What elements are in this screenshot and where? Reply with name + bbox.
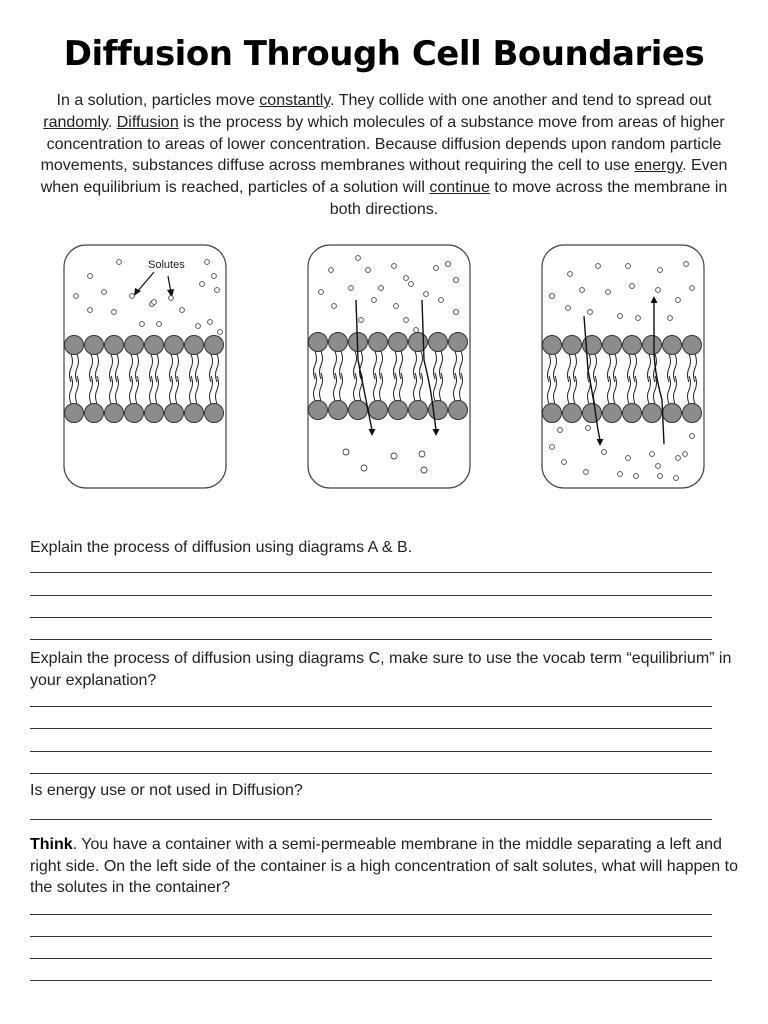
solute-particle bbox=[329, 268, 334, 273]
question-3: Is energy use or not used in Diffusion? bbox=[30, 782, 303, 799]
solute-particle bbox=[568, 272, 573, 277]
intro-text: is the process by which molecules of a substance move from areas of higher concentration to areas of lower concentration. Because diffusion depends upon random particle movements, substances diffuse across membranes without requiring the cell to use bbox=[40, 113, 725, 175]
container-outline bbox=[542, 245, 704, 488]
solute-particle bbox=[359, 318, 364, 323]
solute-particle bbox=[566, 306, 571, 311]
solute-particle bbox=[88, 274, 93, 279]
intro-text: . Even when equilibrium is reached, particles of a solution will bbox=[40, 157, 728, 197]
vocab-word: Diffusion bbox=[116, 113, 179, 131]
solutes-label: Solutes bbox=[148, 259, 185, 271]
solute-particle bbox=[626, 456, 631, 461]
solute-particle bbox=[88, 308, 93, 313]
intro-text: In a solution, particles move bbox=[56, 92, 260, 109]
solute-particle bbox=[414, 328, 419, 333]
page-title: Diffusion Through Cell Boundaries bbox=[63, 34, 705, 74]
phospholipid-head bbox=[563, 404, 582, 423]
solute-particle bbox=[606, 290, 611, 295]
solute-particle bbox=[684, 262, 689, 267]
solute-particle bbox=[626, 264, 631, 269]
answer-line[interactable] bbox=[30, 706, 712, 707]
solute-particle bbox=[550, 294, 555, 299]
intro-text: . They collide with one another and tend to spread out bbox=[330, 92, 712, 109]
phospholipid-head bbox=[543, 404, 562, 423]
phospholipid-head bbox=[205, 404, 224, 423]
phospholipid-head bbox=[309, 333, 328, 352]
solute-particle bbox=[180, 308, 185, 313]
solute-particle bbox=[618, 314, 623, 319]
diagram-row bbox=[0, 240, 768, 500]
solute-particle bbox=[656, 464, 661, 469]
solute-particle bbox=[140, 322, 145, 327]
phospholipid-head bbox=[349, 401, 368, 420]
phospholipid-head bbox=[185, 336, 204, 355]
phospholipid-head bbox=[85, 404, 104, 423]
intro-paragraph bbox=[30, 90, 738, 221]
solute-particle bbox=[550, 445, 555, 450]
solute-particle bbox=[446, 262, 451, 267]
solute-particle bbox=[409, 282, 414, 287]
solute-particle bbox=[169, 296, 174, 301]
phospholipid-head bbox=[663, 336, 682, 355]
phospholipid-head bbox=[309, 401, 328, 420]
solute-particle bbox=[658, 268, 663, 273]
solute-particle bbox=[421, 467, 427, 473]
solute-particle bbox=[404, 276, 409, 281]
answer-line[interactable] bbox=[30, 773, 712, 774]
solute-particle bbox=[558, 428, 563, 433]
phospholipid-head bbox=[409, 333, 428, 352]
solute-particle bbox=[562, 460, 567, 465]
solute-particle bbox=[319, 290, 324, 295]
answer-line[interactable] bbox=[30, 914, 712, 915]
phospholipid-head bbox=[409, 401, 428, 420]
phospholipid-head bbox=[65, 336, 84, 355]
solute-particle bbox=[379, 286, 384, 291]
think-label: Think bbox=[30, 836, 73, 853]
solute-particle bbox=[419, 451, 425, 457]
vocab-word: energy bbox=[634, 157, 683, 175]
answer-line[interactable] bbox=[30, 819, 712, 820]
phospholipid-head bbox=[125, 404, 144, 423]
solute-particle bbox=[434, 266, 439, 271]
solute-particle bbox=[349, 286, 354, 291]
solute-particle bbox=[372, 298, 377, 303]
solute-particle bbox=[117, 260, 122, 265]
solute-particle bbox=[392, 264, 397, 269]
solute-particle bbox=[656, 288, 661, 293]
phospholipid-head bbox=[65, 404, 84, 423]
answer-line[interactable] bbox=[30, 980, 712, 981]
answer-line[interactable] bbox=[30, 639, 712, 640]
solute-particle bbox=[205, 260, 210, 265]
phospholipid-head bbox=[683, 336, 702, 355]
answer-line[interactable] bbox=[30, 936, 712, 937]
phospholipid-head bbox=[643, 336, 662, 355]
solute-particle bbox=[196, 324, 201, 329]
solute-particle bbox=[208, 320, 213, 325]
question-4 bbox=[30, 834, 740, 899]
phospholipid-head bbox=[145, 336, 164, 355]
solute-particle bbox=[366, 268, 371, 273]
solute-particle bbox=[391, 453, 397, 459]
solute-particle bbox=[200, 282, 205, 287]
vocab-word: constantly bbox=[259, 92, 331, 109]
solute-particle bbox=[102, 290, 107, 295]
solute-particle bbox=[332, 304, 337, 309]
solute-particle bbox=[157, 322, 162, 327]
phospholipid-head bbox=[329, 401, 348, 420]
phospholipid-head bbox=[623, 336, 642, 355]
answer-line[interactable] bbox=[30, 958, 712, 959]
solute-particle bbox=[658, 474, 663, 479]
solute-particle bbox=[424, 292, 429, 297]
solute-particle bbox=[602, 450, 607, 455]
answer-line[interactable] bbox=[30, 595, 712, 596]
phospholipid-head bbox=[563, 336, 582, 355]
phospholipid-head bbox=[543, 336, 562, 355]
phospholipid-head bbox=[603, 336, 622, 355]
solute-particle bbox=[586, 426, 591, 431]
solute-particle bbox=[674, 476, 679, 481]
phospholipid-head bbox=[105, 336, 124, 355]
intro-text: . bbox=[107, 113, 117, 131]
answer-line[interactable] bbox=[30, 617, 712, 618]
question-2: Explain the process of diffusion using diagrams C, make sure to use the vocab term “equilibrium” in your explanation? bbox=[30, 650, 732, 689]
phospholipid-head bbox=[105, 404, 124, 423]
phospholipid-head bbox=[449, 401, 468, 420]
solute-particle bbox=[454, 278, 459, 283]
phospholipid-head bbox=[429, 333, 448, 352]
phospholipid-head bbox=[205, 336, 224, 355]
phospholipid-head bbox=[623, 404, 642, 423]
phospholipid-head bbox=[683, 404, 702, 423]
diagram-b bbox=[306, 240, 474, 490]
phospholipid-head bbox=[185, 404, 204, 423]
solute-particle bbox=[683, 452, 688, 457]
phospholipid-head bbox=[449, 333, 468, 352]
phospholipid-head bbox=[369, 401, 388, 420]
phospholipid-head bbox=[329, 333, 348, 352]
solute-particle bbox=[394, 304, 399, 309]
intro-text: to move across the membrane in both directions. bbox=[329, 179, 728, 218]
solute-particle bbox=[439, 298, 444, 303]
phospholipid-head bbox=[389, 333, 408, 352]
answer-line[interactable] bbox=[30, 728, 712, 729]
answer-line[interactable] bbox=[30, 572, 712, 573]
solute-particle bbox=[212, 274, 217, 279]
solute-particle bbox=[690, 286, 695, 291]
solute-particle bbox=[74, 294, 79, 299]
solute-particle bbox=[404, 318, 409, 323]
phospholipid-head bbox=[603, 404, 622, 423]
phospholipid-head bbox=[389, 401, 408, 420]
solute-particle bbox=[618, 472, 623, 477]
solute-particle bbox=[596, 264, 601, 269]
solute-particle bbox=[588, 310, 593, 315]
diagram-a bbox=[62, 240, 230, 490]
solute-particle bbox=[690, 434, 695, 439]
question-1: Explain the process of diffusion using diagrams A & B. bbox=[30, 539, 413, 556]
solute-particle bbox=[584, 470, 589, 475]
solute-particle bbox=[636, 316, 641, 321]
phospholipid-head bbox=[85, 336, 104, 355]
solute-particle bbox=[580, 288, 585, 293]
vocab-word: randomly bbox=[43, 113, 108, 131]
solute-particle bbox=[650, 452, 655, 457]
solute-particle bbox=[343, 449, 349, 455]
phospholipid-head bbox=[583, 404, 602, 423]
question-4-text: . You have a container with a semi-permeable membrane in the middle separating a left and right side. On the left side of the container is a high concentration of salt solutes, what will happen to the solutes in the container? bbox=[30, 836, 738, 896]
phospholipid-head bbox=[165, 336, 184, 355]
phospholipid-head bbox=[643, 404, 662, 423]
answer-line[interactable] bbox=[30, 751, 712, 752]
solute-particle bbox=[634, 474, 639, 479]
solute-particle bbox=[215, 288, 220, 293]
solute-particle bbox=[130, 294, 135, 299]
phospholipid-head bbox=[429, 401, 448, 420]
solute-particle bbox=[152, 300, 157, 305]
solute-particle bbox=[454, 310, 459, 315]
phospholipid-head bbox=[125, 336, 144, 355]
phospholipid-head bbox=[663, 404, 682, 423]
solute-particle bbox=[630, 284, 635, 289]
container-outline bbox=[308, 245, 470, 488]
diagram-c bbox=[540, 240, 708, 490]
phospholipid-head bbox=[369, 333, 388, 352]
phospholipid-head bbox=[145, 404, 164, 423]
solute-particle bbox=[668, 316, 673, 321]
vocab-word: continue bbox=[429, 179, 490, 197]
solute-particle bbox=[361, 465, 367, 471]
solute-particle bbox=[112, 310, 117, 315]
solute-particle bbox=[676, 456, 681, 461]
solute-particle bbox=[356, 256, 361, 261]
solute-particle bbox=[218, 330, 223, 335]
solute-particle bbox=[676, 298, 681, 303]
phospholipid-head bbox=[165, 404, 184, 423]
